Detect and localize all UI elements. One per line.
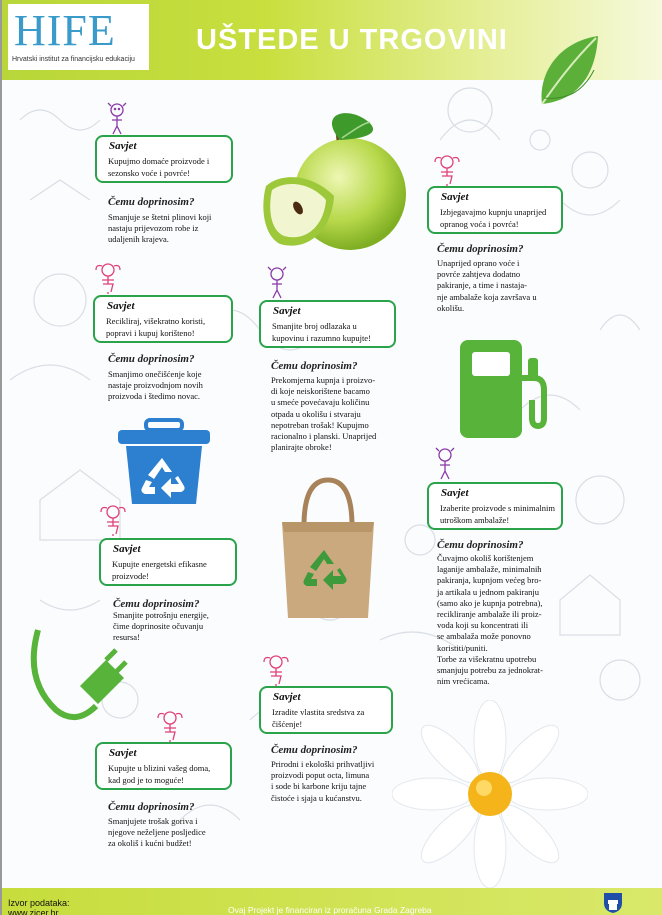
tip-question: Čemu doprinosim?: [271, 360, 358, 372]
tip-answer: Smanjujete trošak goriva i njegove neželjene posljedice za okoliš i kućni budžet!: [108, 816, 206, 849]
tip-answer: Unaprijed oprano voće i povrće zahtjeva dodatno pakiranje, a time i nastaja- nje ambalaže koja završava u okolišu.: [437, 258, 537, 313]
tip-question: Čemu doprinosim?: [271, 744, 358, 756]
tip-text: Kupujte energetski efikasne proizvode!: [112, 559, 207, 581]
tip-box: [95, 742, 232, 790]
tip-answer: Prirodni i ekološki prihvatljivi proizvodi poput octa, limuna i sode bi karbone kriju tajne čistoće i sjaja u kućanstvu.: [271, 759, 375, 803]
tip-box: [93, 295, 233, 343]
girl-icon: [93, 258, 123, 296]
girl-icon: [434, 445, 456, 481]
tip-answer: Čuvajmo okoliš korištenjem laganije ambalaže, minimalnih pakiranja, kupnjom većeg bro- ja artikala u jednom pakiranju (samo ako je kupnja potrebna), recikliranje ambalaže ili proiz- voda koji su koncentrati ili se ambalaža može ponovno koristiti/puniti. Torbe za višekratnu upotrebu smanjuju potrebu za jednokrat- nim vrećicama.: [437, 553, 543, 687]
tip-answer: Smanjuje se štetni plinovi koji nastaju prijevozom robe iz udaljenih krajeva.: [108, 212, 212, 245]
tip-heading: Savjet: [113, 543, 141, 555]
tip-answer: Smanjite potrošnju energije, čime doprinosite očuvanju resursa!: [113, 610, 209, 643]
tip-heading: Savjet: [107, 300, 135, 312]
tip-heading: Savjet: [109, 747, 137, 759]
girl-icon: [155, 706, 185, 744]
tip-question: Čemu doprinosim?: [108, 801, 195, 813]
tip-text: Kupujmo domaće proizvode i sezonsko voće i povrće!: [108, 156, 210, 178]
recycle-bin-icon: [116, 418, 212, 506]
plug-icon: [30, 620, 134, 730]
page-title: UŠTEDE U TRGOVINI: [196, 24, 508, 56]
tip-box: [99, 538, 237, 586]
funding-note: Ovaj Projekt je financiran iz proračuna Grada Zagreba: [228, 905, 432, 915]
tip-answer: Smanjimo onečišćenje koje nastaje proizvodnjom novih proizvoda i štedimo novac.: [108, 369, 203, 402]
girl-icon: [432, 150, 462, 188]
tip-heading: Savjet: [441, 487, 469, 499]
tip-text: Izradite vlastita sredstva za čišćenje!: [272, 707, 365, 729]
coat-of-arms-icon: [603, 892, 623, 914]
logo-letters: HIFE: [14, 6, 116, 55]
tip-question: Čemu doprinosim?: [108, 196, 195, 208]
tip-box: [259, 300, 396, 348]
girl-icon: [266, 264, 288, 300]
footer-banner: [0, 888, 662, 915]
girl-icon: [261, 650, 291, 688]
tip-question: Čemu doprinosim?: [437, 539, 524, 551]
tip-text: Izaberite proizvode s minimalnim utroškom ambalaže!: [440, 503, 555, 525]
tip-box: [427, 482, 563, 530]
tip-question: Čemu doprinosim?: [437, 243, 524, 255]
tip-heading: Savjet: [109, 140, 137, 152]
apple-icon: [262, 112, 412, 254]
tip-box: [427, 186, 563, 234]
tip-box: [259, 686, 393, 734]
tip-box: [95, 135, 233, 183]
tip-text: Smanjite broj odlazaka u kupovinu i razumno kupujte!: [272, 321, 371, 343]
hife-logo: [8, 4, 149, 70]
girl-icon: [98, 500, 128, 538]
tip-heading: Savjet: [273, 305, 301, 317]
tip-text: Recikliraj, višekratno koristi, popravi i kupuj korišteno!: [106, 316, 206, 338]
girl-icon: [106, 100, 128, 136]
tip-answer: Prekomjerna kupnja i proizvo- di koje neiskorištene bacamo u smeće povećavaju količinu otpada u okolišu i stvaraju nepotreban trošak! Kupujmo racionalno i planski. Unaprijed planirajte obroke!: [271, 375, 377, 453]
tip-heading: Savjet: [441, 191, 469, 203]
tip-heading: Savjet: [273, 691, 301, 703]
tip-text: Kupujte u blizini vašeg doma, kad god je to moguće!: [108, 763, 211, 785]
daisy-icon: [392, 700, 588, 888]
tip-text: Izbjegavajmo kupnju unaprijed opranog voća i povrća!: [440, 207, 547, 229]
source-label-text: Izvor podataka:: [8, 898, 70, 908]
source-url: www.zicer.hr: [8, 908, 59, 915]
tip-question: Čemu doprinosim?: [113, 598, 200, 610]
leaf-icon: [536, 34, 602, 110]
shopping-bag-icon: [276, 476, 380, 620]
tip-question: Čemu doprinosim?: [108, 353, 195, 365]
source-label: [8, 898, 70, 915]
header-banner: [0, 0, 662, 80]
fuel-pump-icon: [458, 338, 552, 440]
logo-subtitle: Hrvatski institut za financijsku edukaciju: [12, 56, 135, 63]
page-edge: [0, 0, 2, 915]
